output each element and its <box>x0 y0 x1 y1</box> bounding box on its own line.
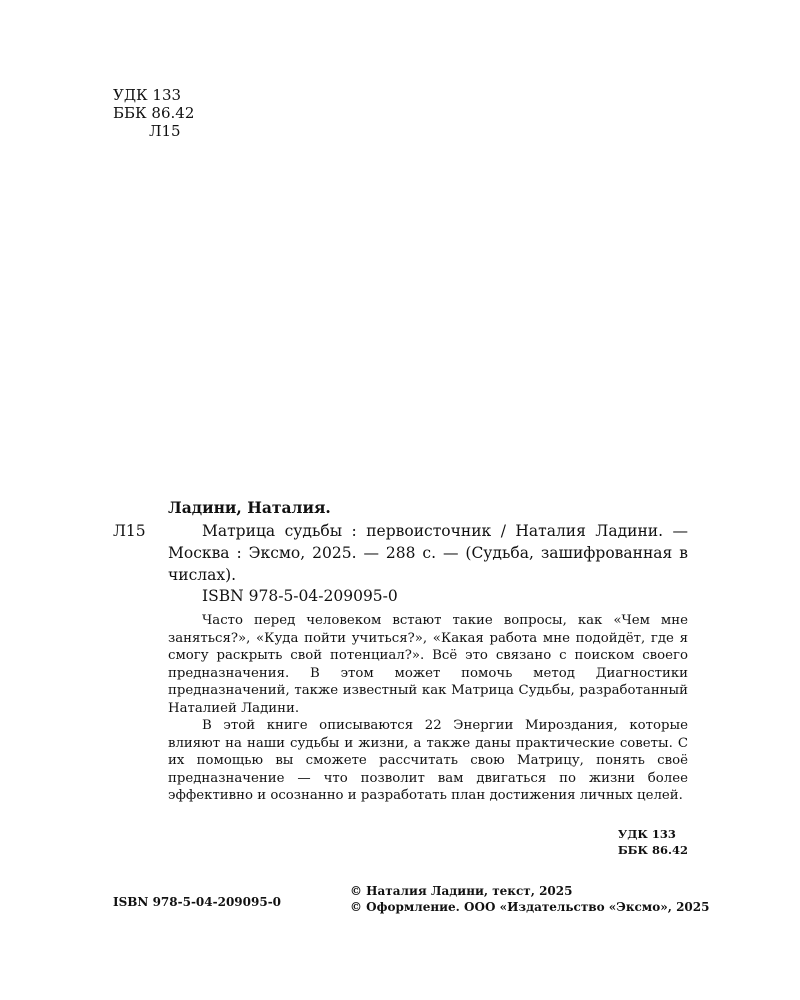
author-mark: Л15 <box>149 122 181 140</box>
author-heading: Ладини, Наталия. <box>168 498 331 517</box>
footer-classification-codes <box>618 826 688 858</box>
record-author-mark: Л15 <box>113 522 146 540</box>
copyright-text: © Наталия Ладини, текст, 2025 <box>350 884 573 898</box>
annotation-paragraph-1: Часто перед человеком встают такие вопросы, как «Чем мне заняться?», «Куда пойти учиться?», «Какая работа мне подойдёт, где я смогу раскрыть свой потенциал?». Всё это связано с поиском своего предназначения. В этом может помочь метод Диагностики предназначений, также известный как Матрица Судьбы, разработанный Наталией Ладини. <box>168 613 688 716</box>
bibliographic-description: Матрица судьбы : первоисточник / Наталия Ладини. — Москва : Эксмо, 2025. — 288 с. — (Судьба, зашифрованная в числах). <box>168 522 688 584</box>
footer-bbk-code: ББК 86.42 <box>617 843 688 857</box>
footer-udk-code: УДК 133 <box>617 827 676 841</box>
annotation <box>168 612 688 805</box>
annotation-paragraph-2: В этой книге описываются 22 Энергии Мироздания, которые влияют на наши судьбы и жизни, а также даны практические советы. С их помощью вы сможете рассчитать свою Матрицу, понять своё предназначение — что позволит вам двигаться по жизни более эффективно и осознанно и разработать план достижения личных целей. <box>168 718 688 803</box>
copyright-block <box>350 883 709 915</box>
copyright-design: © Оформление. ООО «Издательство «Эксмо», 2025 <box>350 900 710 914</box>
udk-code: УДК 133 <box>113 86 182 104</box>
footer-isbn: ISBN 978-5-04-209095-0 <box>113 895 282 909</box>
isbn-line: ISBN 978-5-04-209095-0 <box>202 587 398 605</box>
bbk-code: ББК 86.42 <box>113 104 195 122</box>
classification-codes <box>113 86 194 140</box>
